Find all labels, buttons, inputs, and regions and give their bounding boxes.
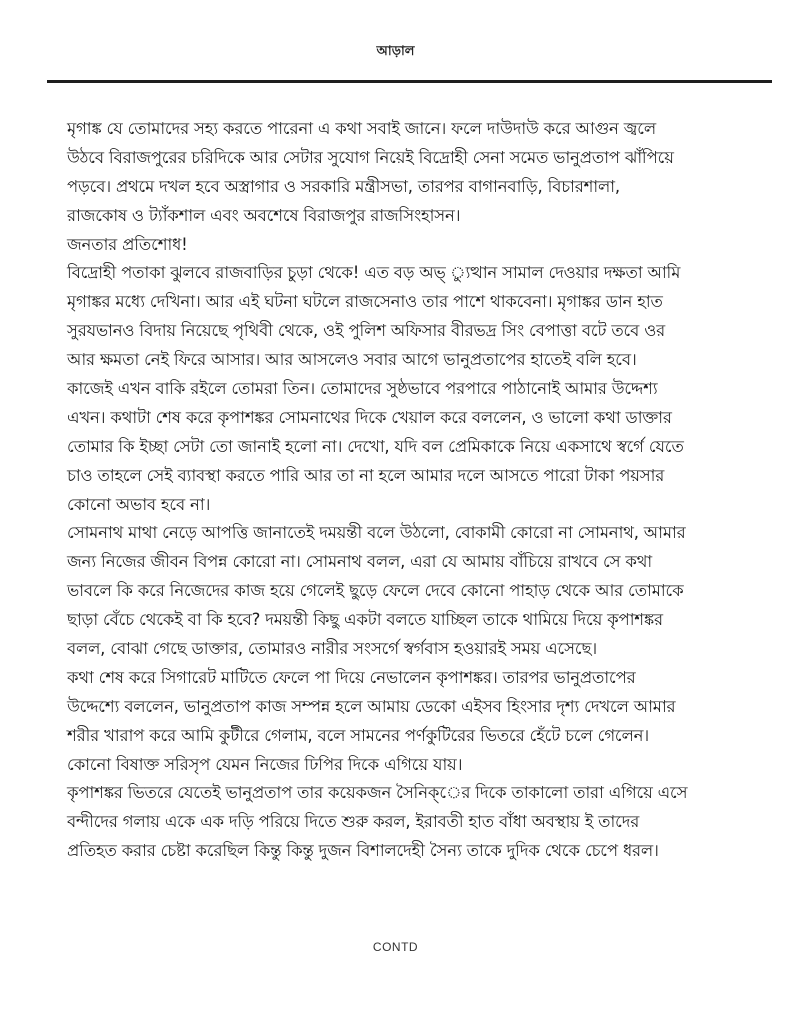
- text-line: ছাড়া বেঁচে থেকেই বা কি হবে? দময়ন্তী কিছু একটা বলতে যাচ্ছিল তাকে থামিয়ে দিয়ে কৃপাশঙ্কর: [67, 610, 663, 630]
- text-line: বিদ্রোহী পতাকা ঝুলবে রাজবাড়ির চুড়া থেকে! এত বড় অভ্ ্যুত্থান সামাল দেওয়ার দক্ষতা আমি: [67, 263, 681, 283]
- footer-contd: CONTD: [372, 940, 419, 954]
- text-line: সোমনাথ মাথা নেড়ে আপত্তি জানাতেই দময়ন্তী বলে উঠলো, বোকামী কোরো না সোমনাথ, আমার: [67, 523, 686, 543]
- text-line: কোনো বিষাক্ত সরিসৃপ যেমন নিজের ঢিপির দিকে এগিয়ে যায়।: [67, 754, 463, 774]
- text-line: উঠবে বিরাজপুরের চরিদিকে আর সেটার সুযোগ নিয়েই বিদ্রোহী সেনা সমেত ভানুপ্রতাপ ঝাঁপিয়ে: [67, 147, 674, 167]
- running-header-title: আড়াল: [376, 44, 415, 59]
- text-line: বলল, বোঝা গেছে ডাক্তার, তোমারও নারীর সংসর্গে স্বর্গবাস হওয়ারই সময় এসেছে।: [67, 639, 597, 659]
- text-line: চাও তাহলে সেই ব্যাবস্থা করতে পারি আর তা না হলে আমার দলে আসতে পারো টাকা পয়সার: [67, 465, 665, 485]
- text-line: মৃগাঙ্ক যে তোমাদের সহ্য করতে পারেনা এ কথা সবাই জানে। ফলে দাউদাউ করে আগুন জ্বলে: [67, 119, 656, 138]
- text-line: কথা শেষ করে সিগারেট মাটিতে ফেলে পা দিয়ে নেভালেন কৃপাশঙ্কর। তারপর ভানুপ্রতাপের: [67, 667, 636, 687]
- text-line: কোনো অভাব হবে না।: [67, 494, 211, 514]
- text-line: কৃপাশঙ্কর ভিতরে যেতেই ভানুপ্রতাপ তার কয়েকজন সৈনিক্ের দিকে তাকালো তারা এগিয়ে এসে: [67, 783, 688, 803]
- text-line: তোমার কি ইচ্ছা সেটা তো জানাই হলো না। দেখো, যদি বল প্রেমিকাকে নিয়ে একসাথে স্বর্গে যেতে: [67, 436, 684, 456]
- text-line: সুরযভানও বিদায় নিয়েছে পৃথিবী থেকে, ওই পুলিশ অফিসার বীরভদ্র সিং বেপাত্তা বটে তবে ওর: [67, 321, 666, 341]
- text-line: জন্য নিজের জীবন বিপন্ন কোরো না। সোমনাথ বলল, এরা যে আমায় বাঁচিয়ে রাখবে সে কথা: [67, 552, 653, 572]
- text-line: এখন। কথাটা শেষ করে কৃপাশঙ্কর সোমনাথের দিকে খেয়াল করে বললেন, ও ভালো কথা ডাক্তার: [67, 407, 672, 427]
- header-divider: [47, 80, 772, 83]
- text-line: রাজকোষ ও ট্যাঁকশাল এবং অবশেষে বিরাজপুর রাজসিংহাসন।: [67, 205, 461, 225]
- text-line: মৃগাঙ্কর মধ্যে দেখিনা। আর এই ঘটনা ঘটলে রাজসেনাও তার পাশে থাকবেনা। মৃগাঙ্কর ডান হাত: [67, 292, 663, 312]
- text-line: জনতার প্রতিশোধ!: [67, 234, 188, 254]
- text-line: উদ্দেশ্যে বললেন, ভানুপ্রতাপ কাজ সম্পন্ন হলে আমায় ডেকো এইসব হিংসার দৃশ্য দেখলে আমার: [67, 696, 676, 716]
- text-line: পড়বে। প্রথমে দখল হবে অস্ত্রাগার ও সরকারি মন্ত্রীসভা, তারপর বাগানবাড়ি, বিচারশালা,: [67, 176, 620, 196]
- text-line: প্রতিহত করার চেষ্টা করেছিল কিন্তু কিন্তু দুজন বিশালদেহী সৈন্য তাকে দুদিক থেকে চেপে ধরল।: [67, 841, 659, 861]
- text-line: শরীর খারাপ করে আমি কুটীরে গেলাম, বলে সামনের পর্ণকুটিরের ভিতরে হেঁটে চলে গেলেন।: [67, 725, 650, 745]
- text-line: আর ক্ষমতা নেই ফিরে আসার। আর আসলেও সবার আগে ভানুপ্রতাপের হাতেই বলি হবে।: [67, 350, 637, 370]
- text-line: ভাবলে কি করে নিজেদের কাজ হয়ে গেলেই ছুড়ে ফেলে দেবে কোনো পাহাড় থেকে আর তোমাকে: [67, 581, 684, 601]
- text-line: বন্দীদের গলায় একে এক দড়ি পরিয়ে দিতে শুরু করল, ইরাবতী হাত বাঁধা অবস্থায় ই তাদের: [67, 812, 640, 832]
- body-text: [67, 115, 767, 866]
- text-line: কাজেই এখন বাকি রইলে তোমরা তিন। তোমাদের সুষ্ঠভাবে পরপারে পাঠানোই আমার উদ্দেশ্য: [67, 379, 658, 399]
